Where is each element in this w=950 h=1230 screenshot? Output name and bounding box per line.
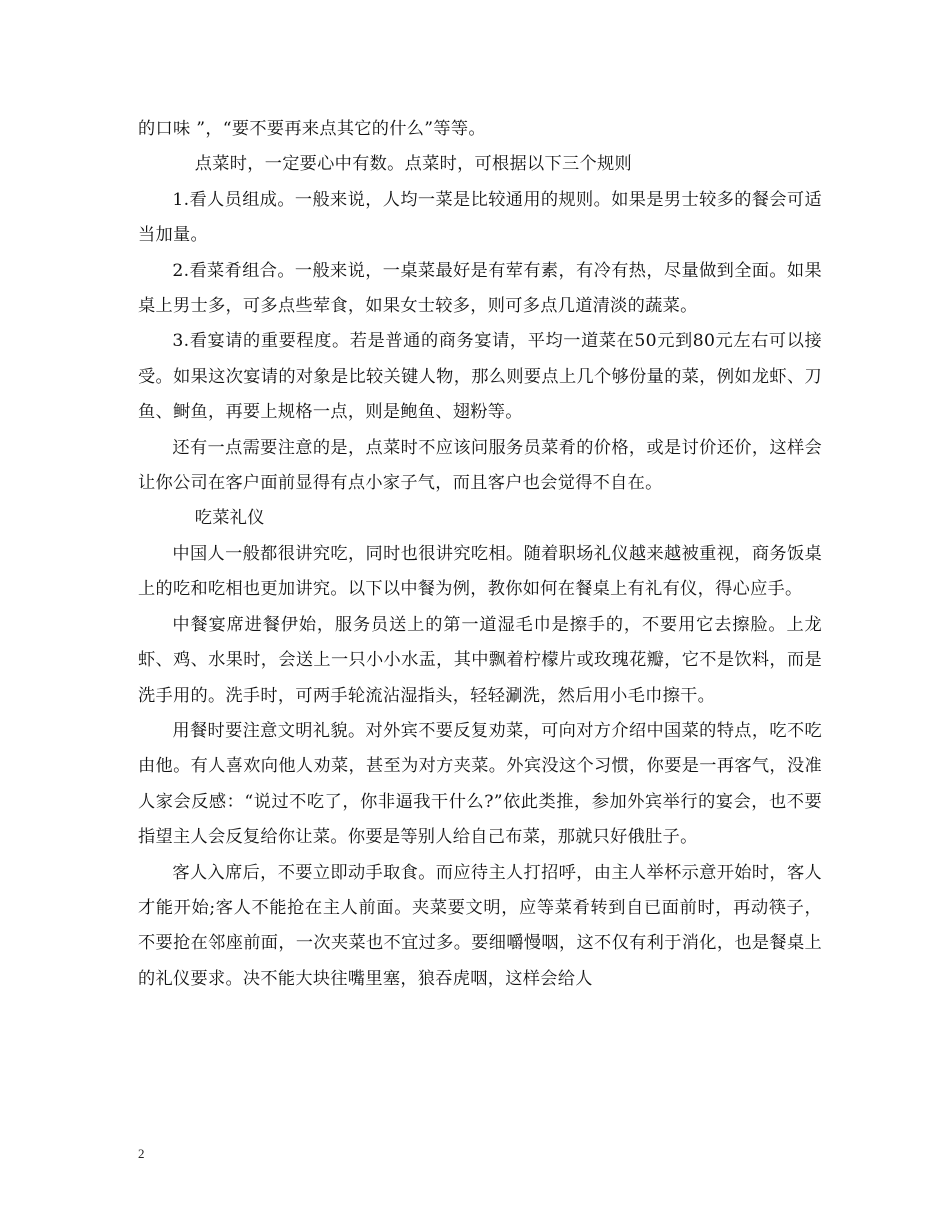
paragraph-rule-2: 2.看菜肴组合。一般来说，一桌菜最好是有荤有素，有冷有热，尽量做到全面。如果桌上男士多，可多点些荤食，如果女士较多，则可多点几道清淡的蔬菜。 [138,260,822,317]
paragraph-rule-1: 1.看人员组成。一般来说，人均一菜是比较通用的规则。如果是男士较多的餐会可适当加量。 [138,189,822,246]
paragraph-continuation: 的口味 ”，“要不要再来点其它的什么”等等。 [138,119,486,139]
paragraph-seating-eating: 客人入席后，不要立即动手取食。而应待主人打招呼，由主人举杯示意开始时，客人才能开始;客人不能抢在主人前面。夹菜要文明，应等菜肴转到自已面前时，再动筷子，不要抢在邻座前面，一次夹菜也不宜过多。要细嚼慢咽，这不仅有利于消化，也是餐桌上的礼仪要求。决不能大块往嘴里塞，狼吞虎咽，这样会给人 [138,862,822,989]
page-number: 2 [138,1146,145,1161]
paragraph-courtesy: 用餐时要注意文明礼貌。对外宾不要反复劝菜，可向对方介绍中国菜的特点，吃不吃由他。有人喜欢向他人劝菜，甚至为对方夹菜。外宾没这个习惯，你要是一再客气，没准人家会反感：“说过不吃了，你非逼我干什么?”依此类推，参加外宾举行的宴会，也不要指望主人会反复给你让菜。你要是等别人给自己布菜，那就只好俄肚子。 [138,720,822,848]
paragraph-rule-3: 3.看宴请的重要程度。若是普通的商务宴请，平均一道菜在50元到80元左右可以接受。如果这次宴请的对象是比较关键人物，那么则要点上几个够份量的菜，例如龙虾、刀鱼、鲥鱼，再要上规格一点，则是鲍鱼、翅粉等。 [138,331,822,423]
paragraph-towel-bowl: 中餐宴席进餐伊始，服务员送上的第一道湿毛巾是擦手的，不要用它去擦脸。上龙虾、鸡、水果时，会送上一只小小水盂，其中飘着柠檬片或玫瑰花瓣，它不是饮料，而是洗手用的。洗手时，可两手轮流沾湿指头，轻轻涮洗，然后用小毛巾擦干。 [138,614,822,706]
section-heading-eating-etiquette: 吃菜礼仪 [194,508,265,529]
paragraph-ordering-intro: 点菜时，一定要心中有数。点菜时，可根据以下三个规则 [194,154,632,175]
paragraph-eating-intro: 中国人一般都很讲究吃，同时也很讲究吃相。随着职场礼仪越来越被重视，商务饭桌上的吃和吃相也更加讲究。以下以中餐为例，教你如何在餐桌上有礼有仪，得心应手。 [138,543,822,600]
document-body [138,112,822,997]
paragraph-price-note: 还有一点需要注意的是，点菜时不应该问服务员菜肴的价格，或是讨价还价，这样会让你公司在客户面前显得有点小家子气，而且客户也会觉得不自在。 [138,437,822,494]
